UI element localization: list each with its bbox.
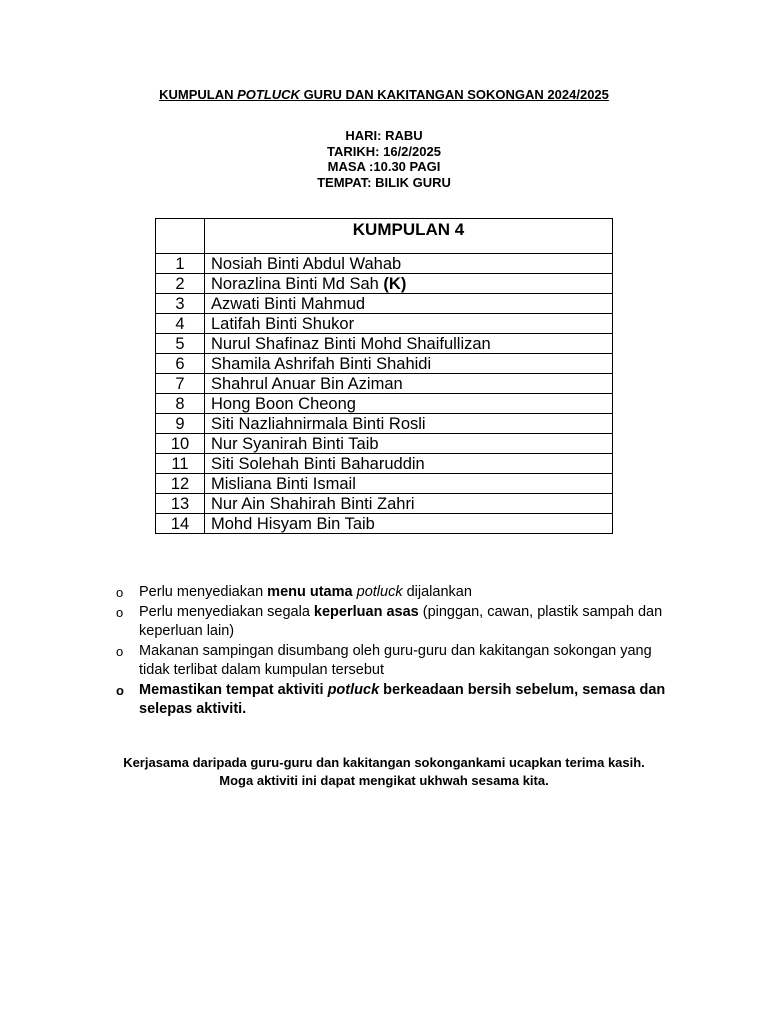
member-name: Hong Boon Cheong	[205, 394, 613, 414]
member-name: Latifah Binti Shukor	[205, 314, 613, 334]
document-title	[0, 87, 768, 102]
note-item	[114, 681, 674, 720]
member-name: Siti Solehah Binti Baharuddin	[205, 454, 613, 474]
closing-line-2: Moga aktiviti ini dapat mengikat ukhwah sesama kita.	[219, 773, 549, 788]
member-name: Nurul Shafinaz Binti Mohd Shaifullizan	[205, 334, 613, 354]
member-number: 5	[156, 334, 205, 354]
member-number: 2	[156, 274, 205, 294]
member-number: 1	[156, 254, 205, 274]
table-row	[156, 314, 613, 334]
table-row	[156, 454, 613, 474]
table-row	[156, 434, 613, 454]
note-item	[114, 603, 674, 642]
member-number: 13	[156, 494, 205, 514]
member-number: 12	[156, 474, 205, 494]
member-number: 8	[156, 394, 205, 414]
member-name: Nosiah Binti Abdul Wahab	[205, 254, 613, 274]
table-row	[156, 274, 613, 294]
member-name: Shahrul Anuar Bin Aziman	[205, 374, 613, 394]
event-day: HARI: RABU	[345, 128, 423, 143]
member-name: Norazlina Binti Md Sah	[211, 274, 384, 293]
note-emphasis: keperluan asas	[313, 603, 419, 620]
note-text: Perlu menyediakan	[139, 584, 268, 600]
member-name: Nur Syanirah Binti Taib	[205, 434, 613, 454]
table-row	[156, 514, 613, 534]
bullet-icon: o	[116, 585, 124, 600]
member-name: Mohd Hisyam Bin Taib	[205, 514, 613, 534]
bullet-icon: o	[116, 604, 124, 620]
table-row	[156, 334, 613, 354]
member-number: 3	[156, 294, 205, 314]
table-row	[156, 374, 613, 394]
note-text: dijalankan	[402, 584, 472, 600]
note-italic: potluck	[327, 681, 380, 698]
event-date: TARIKH: 16/2/2025	[327, 143, 441, 159]
note-item	[114, 642, 674, 681]
member-number: 11	[156, 454, 205, 474]
member-number: 6	[156, 354, 205, 374]
group-table	[155, 218, 613, 534]
note-text: Makanan sampingan disumbang oleh guru-guru dan kakitangan sokongan yang tidak terlibat dalam kumpulan tersebut	[139, 642, 652, 678]
event-place: TEMPAT: BILIK GURU	[317, 174, 451, 190]
note-text: (pinggan, cawan, plastik sampah dan keperluan lain)	[139, 603, 663, 639]
member-name: Nur Ain Shahirah Binti Zahri	[205, 494, 613, 514]
event-details	[0, 128, 768, 190]
member-number: 4	[156, 314, 205, 334]
note-item	[114, 583, 674, 603]
member-number: 7	[156, 374, 205, 394]
number-column-header	[156, 219, 205, 254]
member-name: Shamila Ashrifah Binti Shahidi	[205, 354, 613, 374]
title-part-1: KUMPULAN	[159, 87, 238, 102]
table-header-row	[156, 219, 613, 254]
closing-message	[0, 754, 768, 790]
member-number: 10	[156, 434, 205, 454]
table-row	[156, 294, 613, 314]
event-time: MASA :10.30 PAGI	[327, 159, 441, 174]
member-number: 9	[156, 414, 205, 434]
note-emphasis: menu utama	[267, 584, 353, 600]
note-text: Perlu menyediakan segala	[139, 603, 314, 620]
bullet-icon: o	[116, 643, 124, 659]
member-name: Misliana Binti Ismail	[205, 474, 613, 494]
closing-line-1: Kerjasama daripada guru-guru dan kakitangan sokongankami ucapkan terima kasih.	[123, 755, 645, 770]
table-row	[156, 254, 613, 274]
member-name: Azwati Binti Mahmud	[205, 294, 613, 314]
title-part-2: GURU DAN KAKITANGAN SOKONGAN 2024/2025	[299, 87, 609, 102]
note-text: Memastikan tempat aktiviti	[139, 681, 328, 698]
member-name-cell	[205, 274, 613, 294]
bullet-icon: o	[116, 682, 124, 698]
table-row	[156, 414, 613, 434]
group-heading: KUMPULAN 4	[205, 219, 613, 254]
table-row	[156, 474, 613, 494]
table-row	[156, 354, 613, 374]
leader-tag: (K)	[383, 274, 407, 293]
notes-list	[114, 583, 674, 720]
table-row	[156, 494, 613, 514]
note-text: berkeadaan bersih sebelum, semasa dan selepas aktiviti.	[139, 681, 666, 717]
table-row	[156, 394, 613, 414]
note-italic: potluck	[356, 584, 403, 600]
title-part-italic: POTLUCK	[237, 87, 300, 102]
member-name: Siti Nazliahnirmala Binti Rosli	[205, 414, 613, 434]
member-number: 14	[156, 514, 205, 534]
